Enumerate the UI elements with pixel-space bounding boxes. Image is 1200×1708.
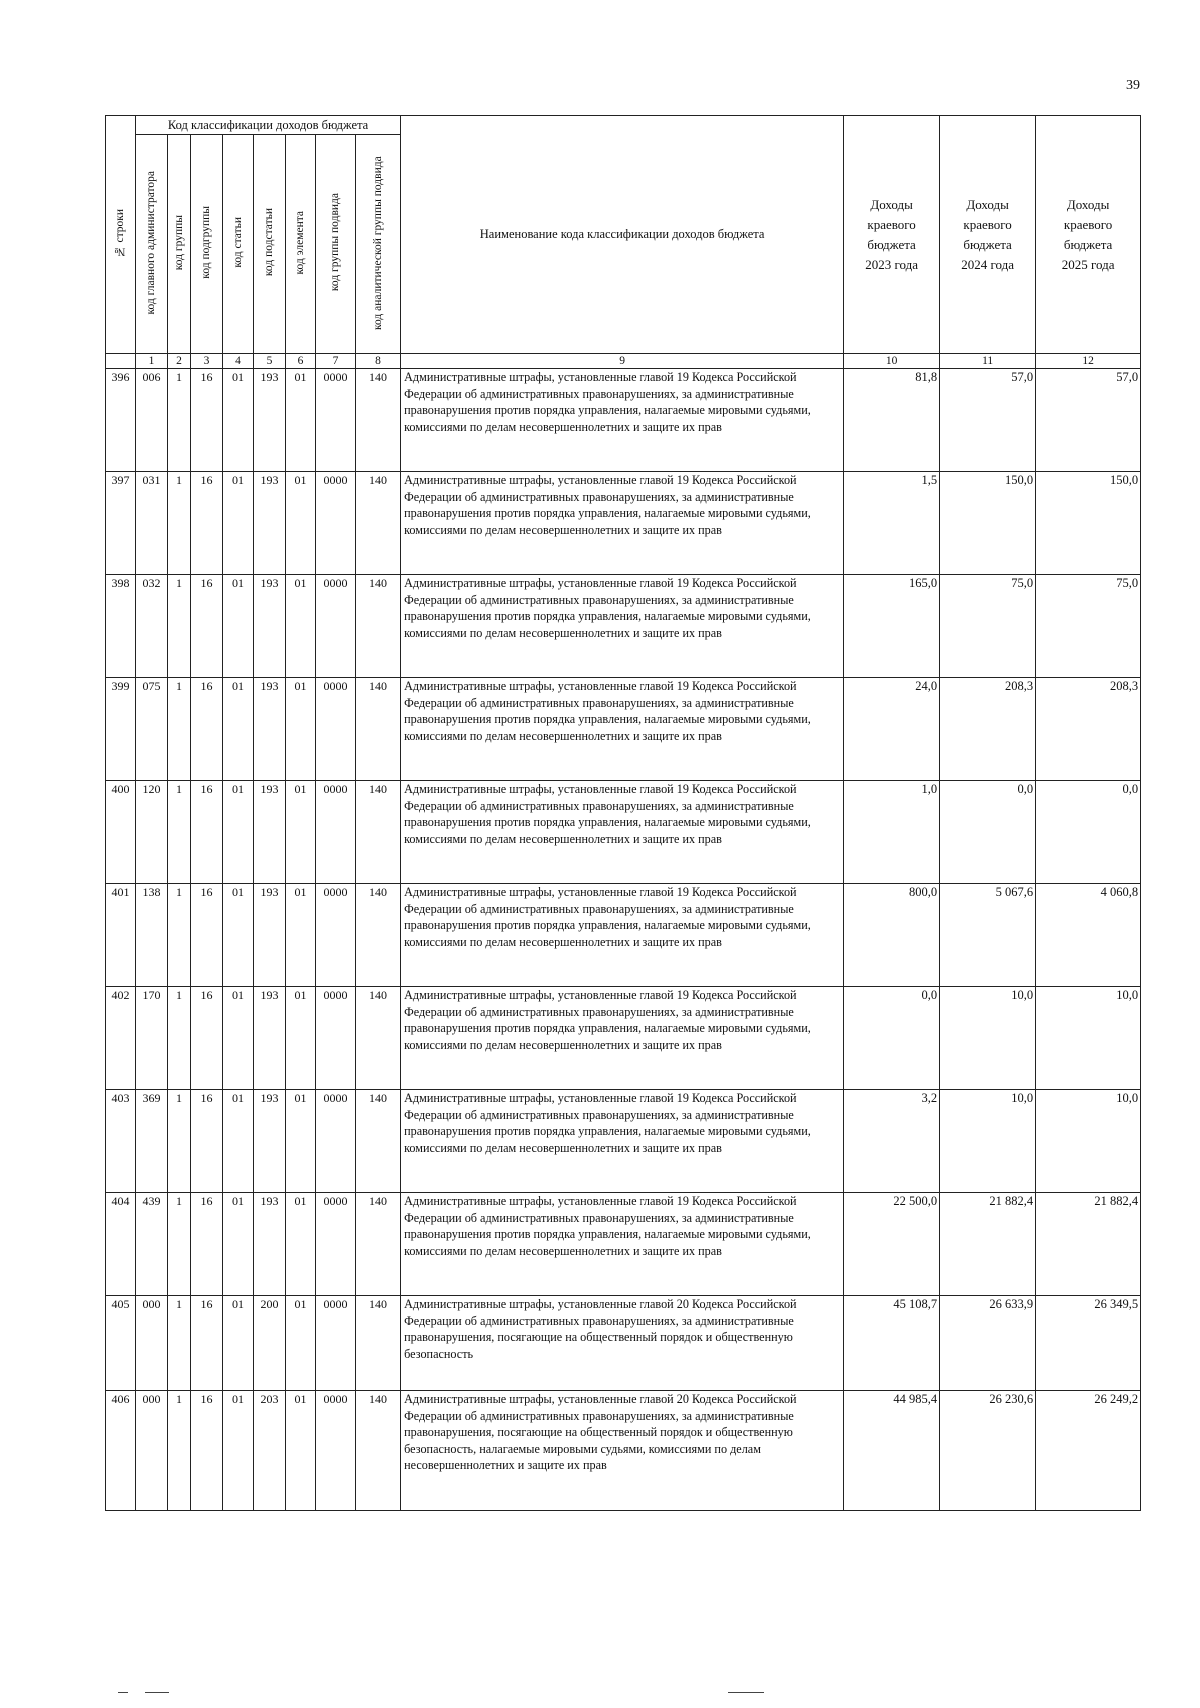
subtype-group-code-cell: 0000 [316, 884, 356, 987]
revenue-name-cell: Административные штрафы, установленные главой 19 Кодекса Российской Федерации об административных правонарушениях, за административные правонарушения против порядка управления, налагаемые мировыми судьями, комиссиями по делам несовершеннолетних и защите их прав [401, 575, 844, 678]
table-row [106, 1296, 1141, 1391]
header-2023-line: Доходы [870, 196, 913, 212]
subarticle-code-cell: 200 [254, 1296, 286, 1391]
subarticle-code-cell: 193 [254, 781, 286, 884]
column-number: 1 [136, 354, 168, 369]
revenue-2025-cell: 208,3 [1036, 678, 1141, 781]
group-code-cell: 1 [168, 575, 191, 678]
element-code-cell: 01 [286, 1391, 316, 1511]
revenue-2023-cell: 1,0 [844, 781, 940, 884]
column-number: 4 [223, 354, 254, 369]
admin-code-cell: 000 [136, 1296, 168, 1391]
subgroup-code-cell: 16 [191, 678, 223, 781]
revenue-name-cell: Административные штрафы, установленные главой 19 Кодекса Российской Федерации об административных правонарушениях, за административные правонарушения против порядка управления, налагаемые мировыми судьями, комиссиями по делам несовершеннолетних и защите их прав [401, 1193, 844, 1296]
revenue-name-cell: Административные штрафы, установленные главой 20 Кодекса Российской Федерации об административных правонарушениях, за административные правонарушения, посягающие на общественный порядок и общественную безопасность [401, 1296, 844, 1391]
revenue-2024-cell: 57,0 [940, 369, 1036, 472]
revenue-2024-cell: 75,0 [940, 575, 1036, 678]
column-number: 12 [1036, 354, 1141, 369]
column-number: 5 [254, 354, 286, 369]
subgroup-code-cell: 16 [191, 987, 223, 1090]
subtype-group-code-cell: 0000 [316, 678, 356, 781]
group-code-cell: 1 [168, 1090, 191, 1193]
header-subgroup-code-label: код подгруппы [200, 206, 212, 279]
element-code-cell: 01 [286, 884, 316, 987]
header-year-2023 [844, 116, 940, 354]
admin-code-cell: 170 [136, 987, 168, 1090]
article-code-cell: 01 [223, 575, 254, 678]
admin-code-cell: 439 [136, 1193, 168, 1296]
subtype-group-code-cell: 0000 [316, 987, 356, 1090]
element-code-cell: 01 [286, 781, 316, 884]
subarticle-code-cell: 193 [254, 472, 286, 575]
article-code-cell: 01 [223, 472, 254, 575]
header-analytic-group-code [356, 135, 401, 354]
header-row-number-label: № строки [114, 208, 126, 258]
row-number-cell: 404 [106, 1193, 136, 1296]
group-code-cell: 1 [168, 678, 191, 781]
element-code-cell: 01 [286, 472, 316, 575]
revenue-name-cell: Административные штрафы, установленные главой 19 Кодекса Российской Федерации об административных правонарушениях, за административные правонарушения против порядка управления, налагаемые мировыми судьями, комиссиями по делам несовершеннолетних и защите их прав [401, 678, 844, 781]
subgroup-code-cell: 16 [191, 472, 223, 575]
revenue-2025-cell: 4 060,8 [1036, 884, 1141, 987]
revenue-2025-cell: 26 249,2 [1036, 1391, 1141, 1511]
article-code-cell: 01 [223, 678, 254, 781]
revenue-name-cell: Административные штрафы, установленные главой 19 Кодекса Российской Федерации об административных правонарушениях, за административные правонарушения против порядка управления, налагаемые мировыми судьями, комиссиями по делам несовершеннолетних и защите их прав [401, 1090, 844, 1193]
subarticle-code-cell: 193 [254, 987, 286, 1090]
revenue-2025-cell: 57,0 [1036, 369, 1141, 472]
revenue-2024-cell: 5 067,6 [940, 884, 1036, 987]
header-subtype-group-code-label: код группы подвида [329, 193, 341, 292]
revenue-name-cell: Административные штрафы, установленные главой 19 Кодекса Российской Федерации об административных правонарушениях, за административные правонарушения против порядка управления, налагаемые мировыми судьями, комиссиями по делам несовершеннолетних и защите их прав [401, 369, 844, 472]
revenue-2024-cell: 0,0 [940, 781, 1036, 884]
analytic-group-code-cell: 140 [356, 1090, 401, 1193]
group-code-cell: 1 [168, 1193, 191, 1296]
row-number-cell: 397 [106, 472, 136, 575]
column-number: 9 [401, 354, 844, 369]
header-2023-line: 2023 года [865, 256, 918, 272]
column-number-row [106, 354, 1141, 369]
admin-code-cell: 120 [136, 781, 168, 884]
element-code-cell: 01 [286, 678, 316, 781]
header-analytic-group-code-label: код аналитической группы подвида [371, 155, 384, 330]
subgroup-code-cell: 16 [191, 1193, 223, 1296]
admin-code-cell: 000 [136, 1391, 168, 1511]
footer-mark [118, 1692, 128, 1693]
header-2025-line: краевого [1063, 216, 1113, 232]
subgroup-code-cell: 16 [191, 781, 223, 884]
article-code-cell: 01 [223, 1391, 254, 1511]
header-2024-line: Доходы [966, 196, 1009, 212]
revenue-2023-cell: 22 500,0 [844, 1193, 940, 1296]
header-group-code [168, 135, 191, 354]
revenue-2023-cell: 81,8 [844, 369, 940, 472]
header-subgroup-code [191, 135, 223, 354]
revenue-name-cell: Административные штрафы, установленные главой 20 Кодекса Российской Федерации об административных правонарушениях, за административные правонарушения, посягающие на общественный порядок и общественную безопасность, налагаемые мировыми судьями, комиссиями по делам несовершеннолетних и защите их прав [401, 1391, 844, 1511]
article-code-cell: 01 [223, 369, 254, 472]
revenue-2023-cell: 165,0 [844, 575, 940, 678]
row-number-cell: 400 [106, 781, 136, 884]
group-code-cell: 1 [168, 781, 191, 884]
revenue-2024-cell: 10,0 [940, 1090, 1036, 1193]
header-subarticle-code [254, 135, 286, 354]
header-admin-code [136, 135, 168, 354]
subarticle-code-cell: 193 [254, 678, 286, 781]
group-code-cell: 1 [168, 987, 191, 1090]
group-code-cell: 1 [168, 1296, 191, 1391]
row-number-cell: 401 [106, 884, 136, 987]
article-code-cell: 01 [223, 987, 254, 1090]
header-2023-line: бюджета [867, 236, 916, 252]
revenue-2025-cell: 75,0 [1036, 575, 1141, 678]
group-code-cell: 1 [168, 884, 191, 987]
table-row [106, 987, 1141, 1090]
footer-marks [0, 1692, 1200, 1696]
analytic-group-code-cell: 140 [356, 987, 401, 1090]
table-row [106, 884, 1141, 987]
header-element-code [286, 135, 316, 354]
analytic-group-code-cell: 140 [356, 1296, 401, 1391]
header-2025-line: бюджета [1063, 236, 1113, 252]
header-group-code-label: код группы [172, 214, 185, 271]
budget-revenue-table [105, 115, 1141, 1511]
article-code-cell: 01 [223, 1296, 254, 1391]
page-number: 39 [1126, 78, 1140, 93]
revenue-2025-cell: 26 349,5 [1036, 1296, 1141, 1391]
header-row-number [106, 116, 136, 354]
subgroup-code-cell: 16 [191, 1296, 223, 1391]
header-2024-line: краевого [963, 216, 1012, 232]
revenue-2023-cell: 24,0 [844, 678, 940, 781]
subgroup-code-cell: 16 [191, 575, 223, 678]
subtype-group-code-cell: 0000 [316, 575, 356, 678]
column-number: 8 [356, 354, 401, 369]
footer-mark [145, 1692, 169, 1693]
revenue-2025-cell: 10,0 [1036, 987, 1141, 1090]
subarticle-code-cell: 193 [254, 1090, 286, 1193]
element-code-cell: 01 [286, 1090, 316, 1193]
revenue-2023-cell: 800,0 [844, 884, 940, 987]
revenue-2023-cell: 0,0 [844, 987, 940, 1090]
column-number: 10 [844, 354, 940, 369]
header-year-2025 [1036, 116, 1141, 354]
row-number-cell: 402 [106, 987, 136, 1090]
revenue-2025-cell: 0,0 [1036, 781, 1141, 884]
header-2024-line: 2024 года [961, 256, 1014, 272]
article-code-cell: 01 [223, 884, 254, 987]
column-number: 11 [940, 354, 1036, 369]
subarticle-code-cell: 193 [254, 369, 286, 472]
header-name-column: Наименование кода классификации доходов бюджета [401, 116, 844, 354]
header-article-code-label: код статьи [231, 217, 244, 268]
analytic-group-code-cell: 140 [356, 369, 401, 472]
admin-code-cell: 138 [136, 884, 168, 987]
subtype-group-code-cell: 0000 [316, 1193, 356, 1296]
admin-code-cell: 006 [136, 369, 168, 472]
revenue-name-cell: Административные штрафы, установленные главой 19 Кодекса Российской Федерации об административных правонарушениях, за административные правонарушения против порядка управления, налагаемые мировыми судьями, комиссиями по делам несовершеннолетних и защите их прав [401, 884, 844, 987]
table-row [106, 1391, 1141, 1511]
row-number-cell: 396 [106, 369, 136, 472]
table-body [106, 354, 1141, 1511]
revenue-2025-cell: 150,0 [1036, 472, 1141, 575]
revenue-2023-cell: 45 108,7 [844, 1296, 940, 1391]
revenue-2025-cell: 21 882,4 [1036, 1193, 1141, 1296]
table-row [106, 781, 1141, 884]
row-number-cell: 405 [106, 1296, 136, 1391]
subarticle-code-cell: 193 [254, 1193, 286, 1296]
column-number: 2 [168, 354, 191, 369]
revenue-2024-cell: 208,3 [940, 678, 1036, 781]
element-code-cell: 01 [286, 369, 316, 472]
footer-mark [728, 1692, 764, 1693]
table-row [106, 575, 1141, 678]
revenue-2025-cell: 10,0 [1036, 1090, 1141, 1193]
subtype-group-code-cell: 0000 [316, 1391, 356, 1511]
header-subtype-group-code [316, 135, 356, 354]
analytic-group-code-cell: 140 [356, 1193, 401, 1296]
group-code-cell: 1 [168, 472, 191, 575]
header-2025-line: Доходы [1066, 196, 1110, 212]
element-code-cell: 01 [286, 575, 316, 678]
admin-code-cell: 075 [136, 678, 168, 781]
header-classification-group: Код классификации доходов бюджета [136, 116, 401, 135]
subtype-group-code-cell: 0000 [316, 1296, 356, 1391]
column-number: 6 [286, 354, 316, 369]
subgroup-code-cell: 16 [191, 1090, 223, 1193]
article-code-cell: 01 [223, 781, 254, 884]
table-row [106, 678, 1141, 781]
subarticle-code-cell: 193 [254, 884, 286, 987]
column-number: 3 [191, 354, 223, 369]
article-code-cell: 01 [223, 1090, 254, 1193]
admin-code-cell: 032 [136, 575, 168, 678]
analytic-group-code-cell: 140 [356, 575, 401, 678]
column-number: 7 [316, 354, 356, 369]
row-number-cell: 398 [106, 575, 136, 678]
subarticle-code-cell: 203 [254, 1391, 286, 1511]
revenue-name-cell: Административные штрафы, установленные главой 19 Кодекса Российской Федерации об административных правонарушениях, за административные правонарушения против порядка управления, налагаемые мировыми судьями, комиссиями по делам несовершеннолетних и защите их прав [401, 781, 844, 884]
subgroup-code-cell: 16 [191, 369, 223, 472]
table-row [106, 1193, 1141, 1296]
revenue-2024-cell: 10,0 [940, 987, 1036, 1090]
revenue-2023-cell: 3,2 [844, 1090, 940, 1193]
article-code-cell: 01 [223, 1193, 254, 1296]
revenue-name-cell: Административные штрафы, установленные главой 19 Кодекса Российской Федерации об административных правонарушениях, за административные правонарушения против порядка управления, налагаемые мировыми судьями, комиссиями по делам несовершеннолетних и защите их прав [401, 987, 844, 1090]
row-number-cell: 406 [106, 1391, 136, 1511]
subgroup-code-cell: 16 [191, 1391, 223, 1511]
group-code-cell: 1 [168, 369, 191, 472]
revenue-2024-cell: 26 230,6 [940, 1391, 1036, 1511]
subtype-group-code-cell: 0000 [316, 1090, 356, 1193]
header-element-code-label: код элемента [294, 210, 306, 275]
revenue-2024-cell: 150,0 [940, 472, 1036, 575]
admin-code-cell: 031 [136, 472, 168, 575]
revenue-2023-cell: 44 985,4 [844, 1391, 940, 1511]
analytic-group-code-cell: 140 [356, 884, 401, 987]
header-year-2024 [940, 116, 1036, 354]
element-code-cell: 01 [286, 1193, 316, 1296]
analytic-group-code-cell: 140 [356, 472, 401, 575]
revenue-name-cell: Административные штрафы, установленные главой 19 Кодекса Российской Федерации об административных правонарушениях, за административные правонарушения против порядка управления, налагаемые мировыми судьями, комиссиями по делам несовершеннолетних и защите их прав [401, 472, 844, 575]
revenue-2024-cell: 21 882,4 [940, 1193, 1036, 1296]
subtype-group-code-cell: 0000 [316, 781, 356, 884]
table-row [106, 1090, 1141, 1193]
table-row [106, 472, 1141, 575]
header-2024-line: бюджета [963, 236, 1012, 252]
analytic-group-code-cell: 140 [356, 781, 401, 884]
header-2023-line: краевого [867, 216, 916, 232]
header-admin-code-label: код главного администратора [145, 170, 157, 315]
table-row [106, 369, 1141, 472]
revenue-2024-cell: 26 633,9 [940, 1296, 1036, 1391]
header-2025-line: 2025 года [1061, 256, 1115, 272]
group-code-cell: 1 [168, 1391, 191, 1511]
element-code-cell: 01 [286, 1296, 316, 1391]
row-number-cell: 403 [106, 1090, 136, 1193]
subarticle-code-cell: 193 [254, 575, 286, 678]
column-number-blank [106, 354, 136, 369]
row-number-cell: 399 [106, 678, 136, 781]
element-code-cell: 01 [286, 987, 316, 1090]
analytic-group-code-cell: 140 [356, 1391, 401, 1511]
analytic-group-code-cell: 140 [356, 678, 401, 781]
subgroup-code-cell: 16 [191, 884, 223, 987]
subtype-group-code-cell: 0000 [316, 369, 356, 472]
subtype-group-code-cell: 0000 [316, 472, 356, 575]
admin-code-cell: 369 [136, 1090, 168, 1193]
revenue-2023-cell: 1,5 [844, 472, 940, 575]
header-subarticle-code-label: код подстатьи [263, 208, 275, 277]
header-article-code [223, 135, 254, 354]
